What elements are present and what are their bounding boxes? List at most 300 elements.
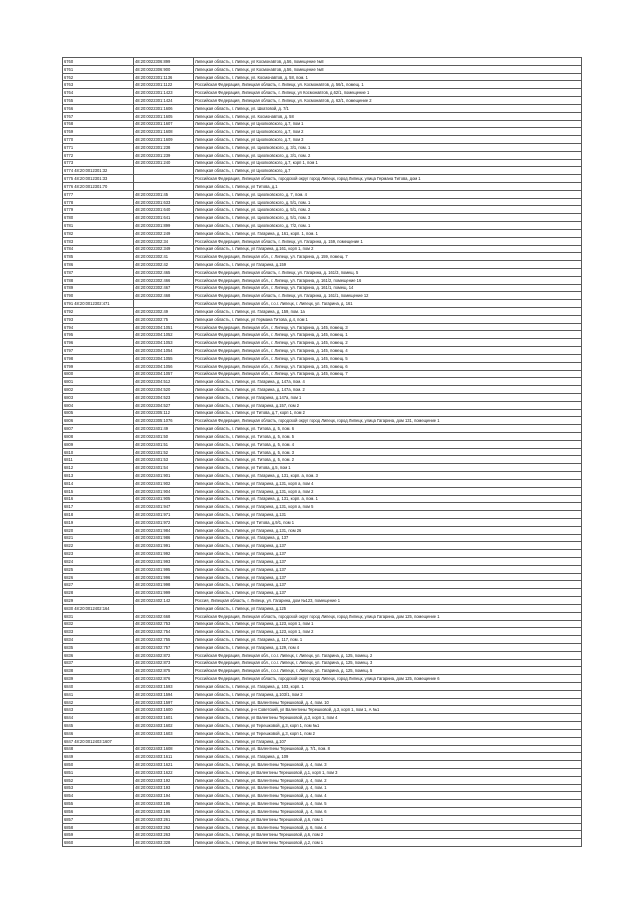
address-cell: Липецкая область, г. Липецк, ул Гагарина, д.137 bbox=[194, 565, 582, 573]
cadastral-number-cell: 48:20:0022304:1055 bbox=[134, 354, 194, 362]
row-number-cell: 6826 bbox=[63, 573, 134, 581]
cadastral-number-cell: 48:20:0022301:899 bbox=[134, 222, 194, 230]
row-number-cell: 6773 bbox=[63, 159, 134, 167]
table-row bbox=[63, 151, 582, 159]
cadastral-number-cell: 48:20:0022301:45 bbox=[134, 190, 194, 198]
table-row bbox=[63, 675, 582, 683]
row-number-cell: 6802 bbox=[63, 386, 134, 394]
cadastral-number-cell: 48:20:0022403:261 bbox=[134, 815, 194, 823]
row-number-cell: 6762 bbox=[63, 73, 134, 81]
table-row bbox=[63, 323, 582, 331]
table-row bbox=[63, 308, 582, 316]
cadastral-number-cell bbox=[134, 175, 194, 183]
table-row bbox=[63, 167, 582, 175]
cadastral-number-cell: 48:20:0022403:1622 bbox=[134, 768, 194, 776]
address-cell: Российская Федерация, Липецкая обл., г. Липецк, ул. Гагарина, д. 145, помещ. 3 bbox=[194, 323, 582, 331]
address-cell: Липецкая область, г. Липецк, ул Циолковского, д.7 bbox=[194, 167, 582, 175]
cadastral-number-cell: 48:20:0022403:1602 bbox=[134, 722, 194, 730]
cadastral-number-cell: 48:20:0022401:53 bbox=[134, 456, 194, 464]
cadastral-number-cell: 48:20:0022403:1611 bbox=[134, 753, 194, 761]
table-row bbox=[63, 737, 582, 745]
table-row bbox=[63, 362, 582, 370]
row-number-cell: 6771 bbox=[63, 143, 134, 151]
row-number-cell: 6818 bbox=[63, 511, 134, 519]
table-row bbox=[63, 683, 582, 691]
address-cell: Липецкая область, г. Липецк, ул. Космонавтов, д. 58, пом. 1 bbox=[194, 73, 582, 81]
row-number-cell: 6819 bbox=[63, 518, 134, 526]
table-row bbox=[63, 526, 582, 534]
table-row bbox=[63, 823, 582, 831]
cadastral-number-cell: 48:20:0022301:1606 bbox=[134, 104, 194, 112]
cadastral-number-cell: 48:20:0022403:1621 bbox=[134, 761, 194, 769]
table-row bbox=[63, 456, 582, 464]
row-number-cell: 6847 48:20:0012403:1607 bbox=[63, 737, 134, 745]
table-row bbox=[63, 464, 582, 472]
address-cell: Российская Федерация, Липецкая область, городской округ город Липецк, город Липецк, улица Гагарина, дом 125, помещение 1 bbox=[194, 612, 582, 620]
cadastral-number-cell: 48:20:0022304:523 bbox=[134, 393, 194, 401]
cadastral-number-cell: 48:20:0022301:1609 bbox=[134, 136, 194, 144]
table-row bbox=[63, 831, 582, 839]
address-cell: Липецкая область, г. Липецк, ул. Валентины Терешковой, д. 4, пом. 4 bbox=[194, 792, 582, 800]
table-row bbox=[63, 690, 582, 698]
row-number-cell: 6767 bbox=[63, 112, 134, 120]
cadastral-number-cell: 48:20:0022401:54 bbox=[134, 464, 194, 472]
table-row bbox=[63, 667, 582, 675]
table-row bbox=[63, 503, 582, 511]
address-cell: Липецкая область, г. Липецк, ул Валентины Терешковой, д.6, пом 1 bbox=[194, 815, 582, 823]
address-cell: Российская Федерация, Липецкая обл., г. Липецк, ул. Гагарина, д. 161/2, помещение 16 bbox=[194, 276, 582, 284]
address-cell: Липецкая область, г. Липецк, ул Гагарина, д.131, корп а, пом 5 bbox=[194, 503, 582, 511]
address-cell: Российская Федерация, Липецкая обл., г. Липецк, ул. Гагарина, д. 145, помещ. 6 bbox=[194, 362, 582, 370]
table-row bbox=[63, 175, 582, 183]
address-cell: Липецкая область, г. Липецк, ул. Гагарина, д. 109 bbox=[194, 753, 582, 761]
address-cell: Липецкая область, г. Липецк, ул Терешковой, д.3, корп 1, пом №1 bbox=[194, 722, 582, 730]
row-number-cell: 6844 bbox=[63, 714, 134, 722]
row-number-cell: 6823 bbox=[63, 550, 134, 558]
cadastral-number-cell: 48:20:0022403:262 bbox=[134, 823, 194, 831]
row-number-cell: 6761 bbox=[63, 65, 134, 73]
row-number-cell: 6859 bbox=[63, 831, 134, 839]
row-number-cell: 6851 bbox=[63, 768, 134, 776]
table-row bbox=[63, 589, 582, 597]
row-number-cell: 6797 bbox=[63, 347, 134, 355]
cadastral-number-cell: 48:20:0022304:512 bbox=[134, 378, 194, 386]
address-cell: Липецкая область, г. Липецк, ул Титова, д.5, пом 1 bbox=[194, 464, 582, 472]
address-cell: Липецкая область, г. Липецк, ул. Гагарина, д. 159, пом. 1а bbox=[194, 308, 582, 316]
row-number-cell: 6817 bbox=[63, 503, 134, 511]
table-row bbox=[63, 378, 582, 386]
cadastral-number-cell: 48:20:0022302:41 bbox=[134, 253, 194, 261]
cadastral-number-cell: 48:20:0022301:1424 bbox=[134, 97, 194, 105]
cadastral-number-cell: 48:20:0022304:1051 bbox=[134, 323, 194, 331]
address-cell: Липецкая область, г. Липецк, ул. Титова, д. 5, пом. 3 bbox=[194, 448, 582, 456]
cadastral-number-cell: 48:20:0022302:249 bbox=[134, 229, 194, 237]
address-cell: Российская Федерация, Липецкая обл., г. Липецк, ул. Гагарина, д. 145, помещ. 7 bbox=[194, 370, 582, 378]
cadastral-number-cell bbox=[134, 604, 194, 612]
table-row bbox=[63, 472, 582, 480]
row-number-cell: 6780 bbox=[63, 214, 134, 222]
address-cell: Липецкая область, г. Липецк, ул Космонавтов, д.56, помещение №8 bbox=[194, 65, 582, 73]
address-cell: Липецкая область, г. Липецк, р-н Советский, ул Валентины Терешковой, д.3, корп 1, пом 1, А №1 bbox=[194, 706, 582, 714]
address-cell: Липецкая область, г. Липецк, ул Валентины Терешковой, д.1, корп 1, пом 3 bbox=[194, 768, 582, 776]
table-row bbox=[63, 143, 582, 151]
cadastral-number-cell: 48:20:0022401:971 bbox=[134, 511, 194, 519]
cadastral-number-cell bbox=[134, 183, 194, 191]
row-number-cell: 6787 bbox=[63, 268, 134, 276]
cadastral-number-cell: 48:20:0022401:972 bbox=[134, 518, 194, 526]
address-cell: Российская Федерация, Липецкая обл., г. Липецк, ул. Гагарина, д. 145, помещ. 5 bbox=[194, 354, 582, 362]
table-row bbox=[63, 729, 582, 737]
cadastral-number-cell: 48:20:0022402:872 bbox=[134, 651, 194, 659]
address-cell: Российская Федерация, Липецкая обл., г. Липецк, ул. Гагарина, д. 145, помещ. 4 bbox=[194, 347, 582, 355]
address-cell: Липецкая область, г. Липецк, ул. Шкатовой, д. 7/1 bbox=[194, 104, 582, 112]
address-cell: Российская Федерация, Липецкая область, городской округ город Липецк, город Липецк, улица Гагарина, дом 131, помещение 1 bbox=[194, 417, 582, 425]
row-number-cell: 6820 bbox=[63, 526, 134, 534]
cadastral-number-cell: 48:20:0022402:875 bbox=[134, 667, 194, 675]
address-cell: Российская Федерация, Липецкая область, г. Липецк, ул. Космонавтов, д. 62/1, помещение 2 bbox=[194, 97, 582, 105]
address-cell: Российская Федерация, Липецкая область, г. Липецк, ул. Гагарина, д. 161/1, помещение 12 bbox=[194, 292, 582, 300]
table-row bbox=[63, 58, 582, 66]
table-row bbox=[63, 120, 582, 128]
table-row bbox=[63, 159, 582, 167]
address-cell: Липецкая область, г. Липецк, ул. Валентины Терешковой, д. 4, пом. 6 bbox=[194, 808, 582, 816]
address-cell: Липецкая область, г. Липецк, ул Валентины Терешковой, д.6, пом 2 bbox=[194, 831, 582, 839]
address-cell: Липецкая область, г. Липецк, ул Циолковского, д.7, пом 3 bbox=[194, 136, 582, 144]
row-number-cell: 6854 bbox=[63, 792, 134, 800]
cadastral-number-cell: 48:20:0022304:1054 bbox=[134, 347, 194, 355]
row-number-cell: 6833 bbox=[63, 628, 134, 636]
row-number-cell: 6816 bbox=[63, 495, 134, 503]
address-cell: Российская Федерация, Липецкая обл., г. Липецк, ул. Гагарина, д. 161/1, помещ. 14 bbox=[194, 284, 582, 292]
address-cell: Липецкая область, г. Липецк, ул. Валентины Терешковой, д. 4, пом. 5 bbox=[194, 800, 582, 808]
row-number-cell: 6813 bbox=[63, 472, 134, 480]
table-row bbox=[63, 409, 582, 417]
row-number-cell: 6809 bbox=[63, 440, 134, 448]
row-number-cell: 6856 bbox=[63, 808, 134, 816]
address-cell: Липецкая область, г. Липецк, ул. Гагарина, д. 147а, пом. 4 bbox=[194, 378, 582, 386]
table-row bbox=[63, 628, 582, 636]
row-number-cell: 6794 bbox=[63, 323, 134, 331]
address-cell: Липецкая область, г. Липецк, ул. Гагарина, д. 137 bbox=[194, 534, 582, 542]
cadastral-number-cell: 48:20:0022403:1594 bbox=[134, 690, 194, 698]
row-number-cell: 6852 bbox=[63, 776, 134, 784]
row-number-cell: 6821 bbox=[63, 534, 134, 542]
cadastral-number-cell: 48:20:0022401:986 bbox=[134, 534, 194, 542]
table-row bbox=[63, 253, 582, 261]
table-row bbox=[63, 800, 582, 808]
cadastral-number-cell: 48:20:0022301:633 bbox=[134, 198, 194, 206]
row-number-cell: 6811 bbox=[63, 456, 134, 464]
row-number-cell: 6798 bbox=[63, 354, 134, 362]
row-number-cell: 6838 bbox=[63, 667, 134, 675]
row-number-cell: 6846 bbox=[63, 729, 134, 737]
table-row bbox=[63, 761, 582, 769]
cadastral-number-cell: 48:20:0022302:465 bbox=[134, 268, 194, 276]
cadastral-number-cell: 48:20:0022401:992 bbox=[134, 550, 194, 558]
cadastral-number-cell: 48:20:0022305:1076 bbox=[134, 417, 194, 425]
table-row bbox=[63, 65, 582, 73]
row-number-cell: 6807 bbox=[63, 425, 134, 433]
cadastral-number-cell: 48:20:0022302:42 bbox=[134, 261, 194, 269]
cadastral-number-cell: 48:20:0022403:263 bbox=[134, 831, 194, 839]
table-row bbox=[63, 370, 582, 378]
cadastral-number-cell: 48:20:0022403:194 bbox=[134, 792, 194, 800]
cadastral-number-cell: 48:20:0022301:238 bbox=[134, 143, 194, 151]
cadastral-number-cell: 48:20:0022401:947 bbox=[134, 503, 194, 511]
address-cell: Липецкая область, г. Липецк, ул. Циолковского, д. 3/1, пом. 2 bbox=[194, 151, 582, 159]
address-cell: Липецкая область, г. Липецк, ул Гагарина, д.131, корп а, пом 2 bbox=[194, 487, 582, 495]
cadastral-number-cell bbox=[134, 167, 194, 175]
table-row bbox=[63, 112, 582, 120]
row-number-cell: 6827 bbox=[63, 581, 134, 589]
cadastral-number-cell: 48:20:0022302:468 bbox=[134, 292, 194, 300]
cadastral-number-cell: 48:20:0022304:1056 bbox=[134, 362, 194, 370]
row-number-cell: 6784 bbox=[63, 245, 134, 253]
row-number-cell: 6829 bbox=[63, 597, 134, 605]
table-row bbox=[63, 393, 582, 401]
address-cell: Липецкая область, г. Липецк, ул Гагарина, д.137 bbox=[194, 589, 582, 597]
cadastral-number-cell bbox=[134, 300, 194, 308]
cadastral-number-cell: 48:20:0022401:50 bbox=[134, 433, 194, 441]
cadastral-number-cell: 48:20:0022302:466 bbox=[134, 276, 194, 284]
row-number-cell: 6795 bbox=[63, 331, 134, 339]
table-row bbox=[63, 776, 582, 784]
address-cell: Российская Федерация, Липецкая область, г. Липецк, ул Космонавтов, д.62/1, помещение 1 bbox=[194, 89, 582, 97]
row-number-cell: 6765 bbox=[63, 97, 134, 105]
row-number-cell: 6785 bbox=[63, 253, 134, 261]
row-number-cell: 6803 bbox=[63, 393, 134, 401]
table-row bbox=[63, 839, 582, 847]
row-number-cell: 6843 bbox=[63, 706, 134, 714]
cadastral-number-cell: 48:20:0022304:520 bbox=[134, 386, 194, 394]
address-cell: Липецкая область, г. Липецк, ул. Космонавтов, д. 58 bbox=[194, 112, 582, 120]
cadastral-number-cell: 48:20:0022403:1608 bbox=[134, 745, 194, 753]
address-cell: Липецкая область, г. Липецк, ул. Циолковского, д. 7, пом. 4 bbox=[194, 190, 582, 198]
cadastral-number-cell: 48:20:0022301:1136 bbox=[134, 73, 194, 81]
address-cell: Липецкая область, г. Липецк, ул. Валентины Терешковой, д. 7/1, пом. 8 bbox=[194, 745, 582, 753]
cadastral-number-cell: 48:20:0022306:899 bbox=[134, 58, 194, 66]
row-number-cell: 6793 bbox=[63, 315, 134, 323]
row-number-cell: 6792 bbox=[63, 308, 134, 316]
cadastral-number-cell: 48:20:0022304:1052 bbox=[134, 331, 194, 339]
table-row bbox=[63, 276, 582, 284]
table-row bbox=[63, 643, 582, 651]
row-number-cell: 6804 bbox=[63, 401, 134, 409]
row-number-cell: 6786 bbox=[63, 261, 134, 269]
address-cell: Липецкая область, г. Липецк, ул Циолковского, д.7, пом 1 bbox=[194, 120, 582, 128]
address-cell: Липецкая область, г. Липецк, ул. Циолковского, д. 5/1, пом. 2 bbox=[194, 206, 582, 214]
address-cell: Российская Федерация, Липецкая область, г. Липецк, ул. Космонавтов, д. 56/1, помещ. 1 bbox=[194, 81, 582, 89]
table-row bbox=[63, 784, 582, 792]
table-row bbox=[63, 222, 582, 230]
address-cell: Липецкая область, г. Липецк, ул. Валентины Терешковой, д. 4, пом. 2 bbox=[194, 776, 582, 784]
address-cell: Липецкая область, г. Липецк, ул Гагарина, д.137 bbox=[194, 542, 582, 550]
address-cell: Российская Федерация, Липецкая область, г. Липецк, ул. Гагарина, д. 159, помещение 1 bbox=[194, 237, 582, 245]
row-number-cell: 6766 bbox=[63, 104, 134, 112]
cadastral-number-cell: 48:20:0022302:75 bbox=[134, 315, 194, 323]
row-number-cell: 6781 bbox=[63, 222, 134, 230]
table-row bbox=[63, 354, 582, 362]
row-number-cell: 6768 bbox=[63, 120, 134, 128]
address-cell: Липецкая область, г. Липецк, ул. Валентины Терешковой, д. 4, пом. 1 bbox=[194, 784, 582, 792]
cadastral-number-cell: 48:20:0022304:1057 bbox=[134, 370, 194, 378]
address-cell: Липецкая область, г. Липецк, ул. Циолковского, д. 7/2, пом. 1 bbox=[194, 222, 582, 230]
row-number-cell: 6834 bbox=[63, 636, 134, 644]
address-cell: Российская Федерация, Липецкая область, городской округ город Липецк, город Липецк, улица Гагарина, дом 125, помещение 6 bbox=[194, 675, 582, 683]
cadastral-number-cell: 48:20:0022302:467 bbox=[134, 284, 194, 292]
table-row bbox=[63, 81, 582, 89]
row-number-cell: 6839 bbox=[63, 675, 134, 683]
row-number-cell: 6806 bbox=[63, 417, 134, 425]
table-row bbox=[63, 97, 582, 105]
table-row bbox=[63, 268, 582, 276]
cadastral-number-cell: 48:20:0022301:239 bbox=[134, 151, 194, 159]
row-number-cell: 6772 bbox=[63, 151, 134, 159]
address-cell: Липецкая область, г. Липецк, ул Гагарина, д.129, пом 4 bbox=[194, 643, 582, 651]
cadastral-number-cell: 48:20:0022403:1593 bbox=[134, 683, 194, 691]
address-cell: Липецкая область, г. Липецк, ул. Гагарина, д. 131, корп. а, пом. 1 bbox=[194, 495, 582, 503]
address-cell: Российская Федерация, Липецкая область, г. Липецк, ул. Гагарина, д. 161/3, помещ. 5 bbox=[194, 268, 582, 276]
cadastral-number-cell: 48:20:0022301:1605 bbox=[134, 112, 194, 120]
table-row bbox=[63, 722, 582, 730]
cadastral-number-cell: 48:20:0022402:754 bbox=[134, 628, 194, 636]
cadastral-number-cell: 48:20:0022302:349 bbox=[134, 245, 194, 253]
table-row bbox=[63, 714, 582, 722]
address-cell: Липецкая область, г. Липецк, ул. Валентины Терешковой, д. 6, пом. 4 bbox=[194, 823, 582, 831]
cadastral-number-cell: 48:20:0022302:49 bbox=[134, 308, 194, 316]
cadastral-number-cell: 48:20:0022301:641 bbox=[134, 214, 194, 222]
address-cell: Липецкая область, г. Липецк, ул Циолковского, д.7, корп 1, пом 1 bbox=[194, 159, 582, 167]
table-row bbox=[63, 128, 582, 136]
table-row bbox=[63, 339, 582, 347]
table-row bbox=[63, 518, 582, 526]
address-cell: Липецкая область, г. Липецк, ул Гагарина, д.131, корп а, пом 4 bbox=[194, 479, 582, 487]
address-cell: Российская Федерация, Липецкая обл., г. Липецк, ул. Гагарина, д. 145, помещ. 1 bbox=[194, 331, 582, 339]
table-row bbox=[63, 620, 582, 628]
table-row bbox=[63, 753, 582, 761]
table-row bbox=[63, 768, 582, 776]
address-cell: Липецкая область, г. Липецк, ул Валентины Терешковой, д.2, пом 1 bbox=[194, 839, 582, 847]
cadastral-number-cell: 48:20:0022301:1608 bbox=[134, 128, 194, 136]
row-number-cell: 6789 bbox=[63, 284, 134, 292]
row-number-cell: 6828 bbox=[63, 589, 134, 597]
cadastral-number-cell: 48:20:0022402:142 bbox=[134, 597, 194, 605]
table-row bbox=[63, 331, 582, 339]
row-number-cell: 6825 bbox=[63, 565, 134, 573]
table-row bbox=[63, 550, 582, 558]
address-cell: Липецкая область, г. Липецк, ул Циолковского, д.7, пом 2 bbox=[194, 128, 582, 136]
row-number-cell: 6775 48:20:0012301:33 bbox=[63, 175, 134, 183]
address-cell: Липецкая область, г. Липецк, ул Гагарина, д.107 bbox=[194, 737, 582, 745]
table-row bbox=[63, 229, 582, 237]
cadastral-number-cell: 48:20:0022401:52 bbox=[134, 448, 194, 456]
address-cell: Липецкая область, г. Липецк, ул. Гагарина, д. 103, корп. 1 bbox=[194, 683, 582, 691]
cadastral-number-cell: 48:20:0022401:51 bbox=[134, 440, 194, 448]
address-cell: Липецкая область, г. Липецк, ул Космонавтов, д.56, помещение №8 bbox=[194, 58, 582, 66]
cadastral-number-cell: 48:20:0022305:112 bbox=[134, 409, 194, 417]
row-number-cell: 6835 bbox=[63, 643, 134, 651]
address-cell: Липецкая область, г. Липецк, ул. Гагарина, д. 131, корп. а, пом. 3 bbox=[194, 472, 582, 480]
address-cell: Липецкая область, г. Липецк, ул Гагарина, д.137 bbox=[194, 558, 582, 566]
address-cell: Липецкая область, г. Липецк, ул. Гагарина, д. 161, корп. 1, пом. 1 bbox=[194, 229, 582, 237]
cadastral-number-cell: 48:20:0022402:755 bbox=[134, 636, 194, 644]
address-cell: Липецкая область, г. Липецк, ул. Циолковского, д. 5/1, пом. 1 bbox=[194, 198, 582, 206]
row-number-cell: 6842 bbox=[63, 698, 134, 706]
table-row bbox=[63, 815, 582, 823]
address-cell: Липецкая область, г. Липецк, ул Гагарина, д.103/1, пом 2 bbox=[194, 690, 582, 698]
row-number-cell: 6799 bbox=[63, 362, 134, 370]
address-cell: Липецкая область, г. Липецк, ул. Титова, д. 5, пом. 4 bbox=[194, 440, 582, 448]
address-cell: Липецкая область, г. Липецк, ул. Титова, д. 5, пом. 2 bbox=[194, 456, 582, 464]
table-row bbox=[63, 448, 582, 456]
address-cell: Липецкая область, г. Липецк, ул. Титова, д. 5, пом. 5 bbox=[194, 433, 582, 441]
cadastral-number-cell: 48:20:0022403:1600 bbox=[134, 706, 194, 714]
table-row bbox=[63, 565, 582, 573]
row-number-cell: 6840 bbox=[63, 683, 134, 691]
table-row bbox=[63, 808, 582, 816]
cadastral-number-cell: 48:20:0022403:1597 bbox=[134, 698, 194, 706]
table-row bbox=[63, 315, 582, 323]
address-cell: Российская Федерация, Липецкая обл., г. Липецк, ул. Гагарина, д. 145, помещ. 2 bbox=[194, 339, 582, 347]
row-number-cell: 6769 bbox=[63, 128, 134, 136]
table-row bbox=[63, 261, 582, 269]
table-row bbox=[63, 604, 582, 612]
cadastral-number-cell: 48:20:0022402:668 bbox=[134, 612, 194, 620]
cadastral-number-cell: 48:20:0022403:1601 bbox=[134, 714, 194, 722]
table-row bbox=[63, 479, 582, 487]
table-row bbox=[63, 190, 582, 198]
row-number-cell: 6790 bbox=[63, 292, 134, 300]
address-cell: Липецкая область, г. Липецк, ул Германа Титова, д.4, пом 1 bbox=[194, 315, 582, 323]
table-row bbox=[63, 104, 582, 112]
cadastral-number-cell: 48:20:0022301:1607 bbox=[134, 120, 194, 128]
row-number-cell: 6822 bbox=[63, 542, 134, 550]
cadastral-number-cell: 48:20:0022402:757 bbox=[134, 643, 194, 651]
table-row bbox=[63, 581, 582, 589]
row-number-cell: 6830 48:20:0012402:164 bbox=[63, 604, 134, 612]
address-cell: Липецкая область, г. Липецк, ул. Валентины Терешковой, д. 4, пом. 10 bbox=[194, 698, 582, 706]
address-cell: Липецкая область, г. Липецк, ул Гагарина, д.125 bbox=[194, 604, 582, 612]
table-row bbox=[63, 698, 582, 706]
address-cell: Липецкая область, г. Липецк, ул Гагарина, д.137 bbox=[194, 550, 582, 558]
row-number-cell: 6800 bbox=[63, 370, 134, 378]
cadastral-number-cell: 48:20:0022304:1053 bbox=[134, 339, 194, 347]
address-cell: Липецкая область, г. Липецк, ул Гагарина, д.159 bbox=[194, 261, 582, 269]
table-row bbox=[63, 651, 582, 659]
row-number-cell: 6770 bbox=[63, 136, 134, 144]
row-number-cell: 6831 bbox=[63, 612, 134, 620]
cadastral-number-cell: 48:20:0022403:328 bbox=[134, 839, 194, 847]
cadastral-number-cell: 48:20:0022403:195 bbox=[134, 800, 194, 808]
cadastral-number-cell: 48:20:0022402:753 bbox=[134, 620, 194, 628]
address-cell: Липецкая область, г. Липецк, ул. Титова, д. 5, пом. 6 bbox=[194, 425, 582, 433]
address-cell: Липецкая область, г. Липецк, ул Гагарина, д.123, корп 1, пом 2 bbox=[194, 628, 582, 636]
cadastral-number-cell: 48:20:0022401:991 bbox=[134, 542, 194, 550]
row-number-cell: 6812 bbox=[63, 464, 134, 472]
address-cell: Липецкая область, г. Липецк, ул Титова, д.7, корп 1, пом 2 bbox=[194, 409, 582, 417]
cadastral-number-cell: 48:20:0022401:905 bbox=[134, 495, 194, 503]
row-number-cell: 6855 bbox=[63, 800, 134, 808]
address-cell: Липецкая область, г. Липецк, ул Гагарина, д.137 bbox=[194, 573, 582, 581]
row-number-cell: 6810 bbox=[63, 448, 134, 456]
row-number-cell: 6832 bbox=[63, 620, 134, 628]
row-number-cell: 6788 bbox=[63, 276, 134, 284]
row-number-cell: 6814 bbox=[63, 479, 134, 487]
address-cell: Липецкая область, г. Липецк, ул Терешковой, д.3, корп 1, пом 2 bbox=[194, 729, 582, 737]
address-cell: Российская Федерация, Липецкая обл., г.о.г. Липецк, г. Липецк, ул. Гагарина, д. 125, помещ. 5 bbox=[194, 667, 582, 675]
table-row bbox=[63, 659, 582, 667]
row-number-cell: 6837 bbox=[63, 659, 134, 667]
